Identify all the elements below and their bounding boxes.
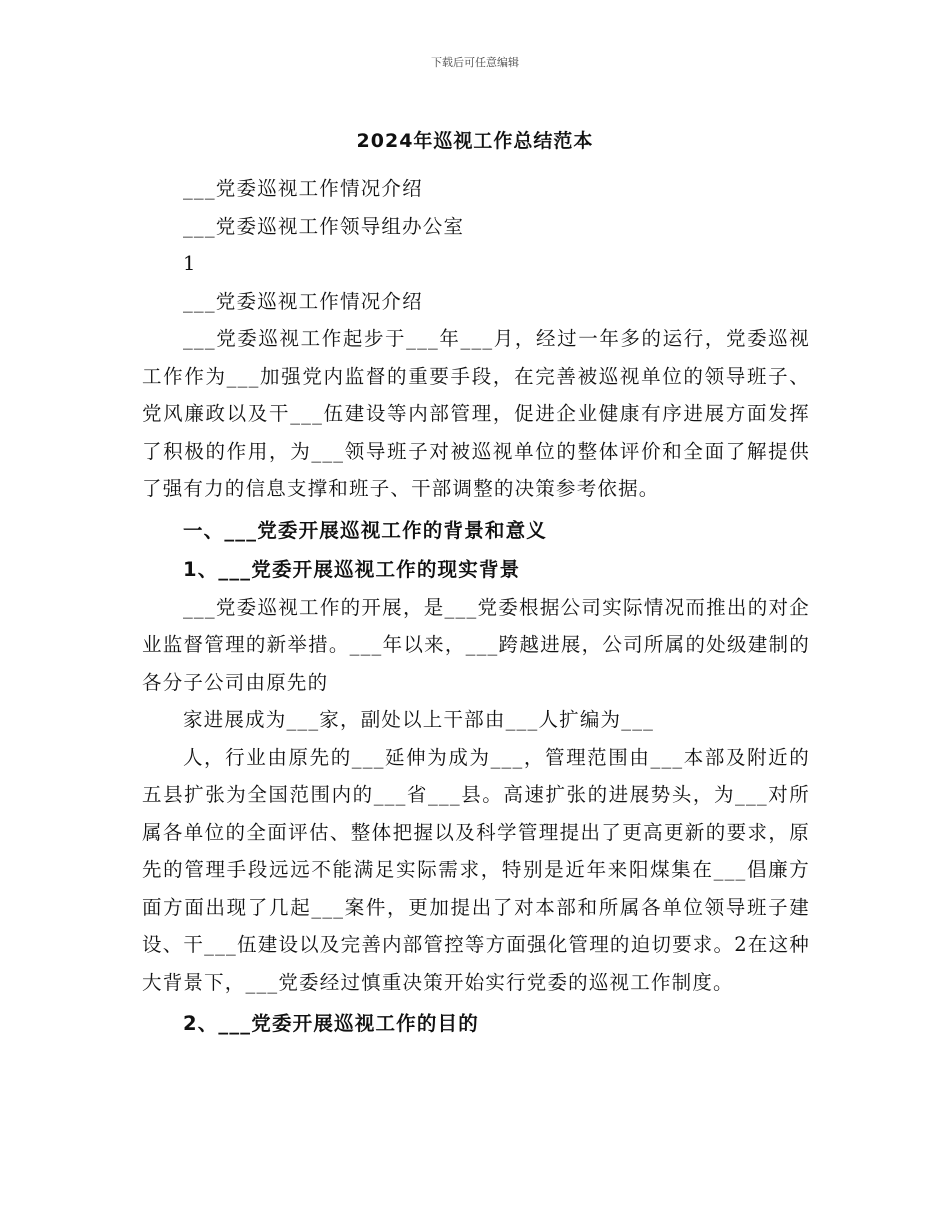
header-note: 下载后可任意编辑 (431, 56, 519, 69)
section-heading: 一、___党委开展巡视工作的背景和意义 (182, 518, 547, 542)
subsection-heading: 2、___党委开展巡视工作的目的 (182, 1012, 479, 1035)
document-title: 2024年巡视工作总结范本 (356, 130, 594, 152)
paragraph: 家进展成为___家，副处以上干部由___人扩编为___ (182, 708, 655, 731)
document-body (142, 170, 810, 1043)
paragraph: ___党委巡视工作领导组办公室 (182, 214, 465, 238)
paragraph: 1 (182, 252, 197, 275)
subsection-heading: 1、___党委开展巡视工作的现实背景 (182, 558, 521, 581)
paragraph: ___党委巡视工作起步于___年___月，经过一年多的运行，党委巡视工作作为___加强党内监督的重要手段，在完善被巡视单位的领导班子、党风廉政以及干___伍建设等内部管理，促进企业健康有序进展方面发挥了积极的作用，为___领导班子对被巡视单位的整体评价和全面了解提供了强有力的信息支撑和班子、干部调整的决策参考依据。 (142, 327, 810, 500)
paragraph: ___党委巡视工作情况介绍 (182, 289, 423, 313)
paragraph: 人，行业由原先的___延伸为成为___，管理范围由___本部及附近的五县扩张为全国范围内的___省___县。高速扩张的进展势头，为___对所属各单位的全面评估、整体把握以及科学管理提出了更高更新的要求，原先的管理手段远远不能满足实际需求，特别是近年来阳煤集在___倡廉方面方面出现了几起___案件，更加提出了对本部和所属各单位领导班子建设、干___伍建设以及完善内部管控等方面强化管理的迫切要求。2在这种大背景下，___党委经过慎重决策开始实行党委的巡视工作制度。 (142, 745, 810, 994)
paragraph: ___党委巡视工作的开展，是___党委根据公司实际情况而推出的对企业监督管理的新举措。___年以来，___跨越进展，公司所属的处级建制的各分子公司由原先的 (142, 595, 810, 694)
paragraph: ___党委巡视工作情况介绍 (182, 177, 423, 200)
